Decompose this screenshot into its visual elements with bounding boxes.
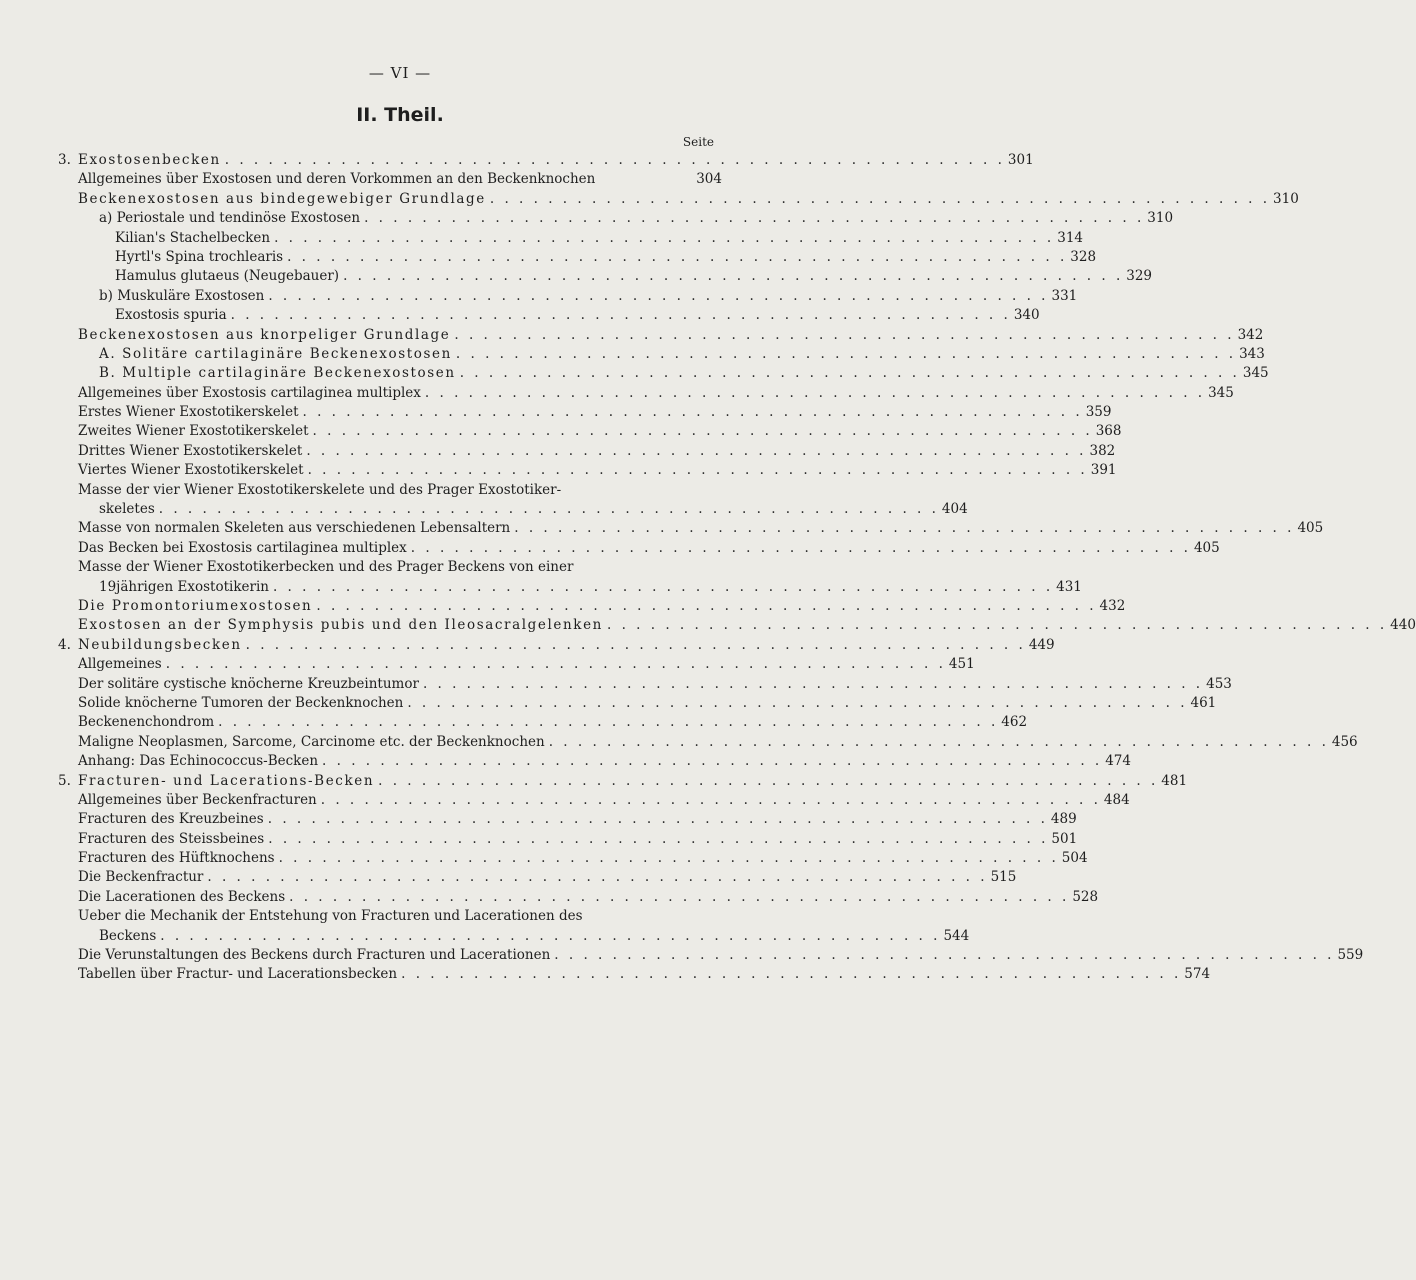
toc-entry-page-number: 544 xyxy=(940,927,969,946)
toc-entry-title: Das Becken bei Exostosis cartilaginea multiplex xyxy=(78,539,411,558)
toc-entry-page-number: 310 xyxy=(1144,209,1173,228)
dot-leader: . . . . . . . . . . . . . . . . . . . . . . . . . . . . . . . . . . . . . . . . . . . . . . . . . . . . . . xyxy=(320,791,1101,808)
toc-entry-page-number: 345 xyxy=(1240,364,1269,383)
toc-entry xyxy=(58,830,1078,849)
toc-entry-page-number: 574 xyxy=(1181,965,1210,984)
toc-entry-page-number: 432 xyxy=(1097,597,1126,616)
page-number-header: — VI — xyxy=(368,64,432,82)
toc-entry-title: a) Periostale und tendinöse Exostosen xyxy=(99,209,364,228)
dot-leader: . . . . . . . . . . . . . . . . . . . . . . . . . . . . . . . . . . . . . . . . . . . . . . . . . . . . . . xyxy=(343,268,1124,285)
dot-leader: . . . . . . . . . . . . . . . . . . . . . . . . . . . . . . . . . . . . . . . . . . . . . . . . . . . . . . xyxy=(312,423,1093,440)
dot-leader: . . . . . . . . . . . . . . . . . . . . . . . . . . . . . . . . . . . . . . . . . . . . . . . . . . . . . . xyxy=(287,248,1068,265)
dot-leader: . . . . . . . . . . . . . . . . . . . . . . . . . . . . . . . . . . . . . . . . . . . . . . . . . . . . . . xyxy=(548,733,1329,750)
dot-leader: . . . . . . . . . . . . . . . . . . . . . . . . . . . . . . . . . . . . . . . . . . . . . . . . . . . . . . xyxy=(272,578,1054,595)
toc-entry-title: Exostosen an der Symphysis pubis und den Ileosacralgelenken xyxy=(78,616,607,635)
toc-entry xyxy=(58,384,1234,403)
toc-entry-page-number: 431 xyxy=(1053,578,1082,597)
toc-entry-title: Tabellen über Fractur- und Lacerationsbecken xyxy=(78,965,401,984)
toc-entry xyxy=(58,616,1416,635)
toc-entry xyxy=(58,345,1265,364)
toc-entry-page-number: 391 xyxy=(1088,461,1117,480)
dot-leader: . . . . . . . . . . . . . . . . . . . . . . . . . . . . . . . . . . . . . . . . . . . . . . . . . . . . . . xyxy=(160,927,941,944)
dot-leader: . . . . . . . . . . . . . . . . . . . . . . . . . . . . . . . . . . . . . . . . . . . . . . . . . . . . . . xyxy=(218,714,999,731)
dot-leader: . . . . . . . . . . . . . . . . . . . . . . . . . . . . . . . . . . . . . . . . . . . . . . . . . . . . . . xyxy=(289,888,1070,905)
toc-entry xyxy=(58,694,1217,713)
dot-leader: . . . . . . . . . . . . . . . . . . . . . . . . . . . . . . . . . . . . . . . . . . . . . . . . . . . . . . xyxy=(606,617,1388,634)
dot-leader: . . . . . . . . . . . . . . . . . . . . . . . . . . . . . . . . . . . . . . . . . . . . . . . . . . . . . . xyxy=(455,345,1237,362)
part-title: II. Theil. xyxy=(356,104,444,126)
toc-entry xyxy=(58,190,1299,209)
toc-entry-title: Hamulus glutaeus (Neugebauer) xyxy=(115,267,343,286)
toc-entry-page-number: 331 xyxy=(1048,287,1077,306)
toc-entry-title: Beckenexostosen aus bindegewebiger Grundlage xyxy=(78,190,490,209)
toc-entry-title: Fracturen- und Lacerations-Becken xyxy=(78,772,378,791)
toc-entry-page-number: 456 xyxy=(1329,733,1358,752)
toc-entry xyxy=(58,461,1117,480)
toc-entry-title: Ueber die Mechanik der Entstehung von Fracturen und Lacerationen des xyxy=(78,907,587,926)
dot-leader: . . . . . . . . . . . . . . . . . . . . . . . . . . . . . . . . . . . . . . . . . . . . . . . . . . . . . . xyxy=(410,539,1191,556)
toc-entry xyxy=(58,927,970,946)
toc-entry-title: Beckenexostosen aus knorpeliger Grundlage xyxy=(78,326,454,345)
toc-entry-page-number: 329 xyxy=(1123,267,1152,286)
dot-leader: . . . . . . . . . . . . . . . . . . . . . . . . . . . . . . . . . . . . . . . . . . . . . . . . . . . . . . xyxy=(378,772,1159,789)
toc-entry-title: Allgemeines über Exostosen und deren Vorkommen an den Beckenknochen xyxy=(78,170,599,189)
toc-entry-page-number: 453 xyxy=(1203,675,1232,694)
toc-entry-title: Der solitäre cystische knöcherne Kreuzbeintumor xyxy=(78,675,423,694)
toc-entry-page-number: 340 xyxy=(1011,306,1040,325)
dot-leader: . . . . . . . . . . . . . . . . . . . . . . . . . . . . . . . . . . . . . . . . . . . . . . . . . . . . . . xyxy=(245,636,1026,653)
dot-leader: . . . . . . . . . . . . . . . . . . . . . . . . . . . . . . . . . . . . . . . . . . . . . . . . . . . . . . xyxy=(489,190,1271,207)
toc-entry-page-number: 461 xyxy=(1188,694,1217,713)
dot-leader: . . . . . . . . . . . . . . . . . . . . . . . . . . . . . . . . . . . . . . . . . . . . . . . . . . . . . . xyxy=(165,656,946,673)
toc-entry-title: Drittes Wiener Exostotikerskelet xyxy=(78,442,306,461)
toc-entry-title: Fracturen des Kreuzbeines xyxy=(78,810,268,829)
dot-leader: . . . . . . . . . . . . . . . . . . . . . . . . . . . . . . . . . . . . . . . . . . . . . . . . . . . . . . xyxy=(302,404,1083,421)
toc-entry-title: Fracturen des Steissbeines xyxy=(78,830,268,849)
toc-entry-page-number: 301 xyxy=(1005,151,1034,170)
toc-entry-title: b) Muskuläre Exostosen xyxy=(99,287,268,306)
toc-entry-title: Solide knöcherne Tumoren der Beckenknochen xyxy=(78,694,407,713)
toc-entry xyxy=(58,267,1153,286)
toc-entry-page-number: 449 xyxy=(1026,636,1055,655)
toc-entry-page-number: 345 xyxy=(1205,384,1234,403)
toc-entry-title: Allgemeines über Beckenfracturen xyxy=(78,791,321,810)
toc-entry-page-number: 304 xyxy=(693,170,722,189)
toc-entry xyxy=(58,946,1364,965)
toc-entry-page-number: 515 xyxy=(988,868,1017,887)
toc-entry-page-number: 481 xyxy=(1158,772,1187,791)
table-of-contents xyxy=(58,151,1416,985)
dot-leader: . . . . . . . . . . . . . . . . . . . . . . . . . . . . . . . . . . . . . . . . . . . . . . . . . . . . . . xyxy=(316,597,1097,614)
toc-entry xyxy=(58,481,722,500)
toc-entry-title: Kilian's Stachelbecken xyxy=(115,229,274,248)
toc-entry xyxy=(58,810,1077,829)
dot-leader: . . . . . . . . . . . . . . . . . . . . . . . . . . . . . . . . . . . . . . . . . . . . . . . . . . . . . . xyxy=(322,753,1103,770)
toc-entry xyxy=(58,403,1112,422)
toc-entry-title: B. Multiple cartilaginäre Beckenexostosen xyxy=(99,364,460,383)
toc-entry-title: Hyrtl's Spina trochlearis xyxy=(115,248,287,267)
toc-entry-page-number: 404 xyxy=(939,500,968,519)
toc-entry-page-number: 462 xyxy=(998,713,1027,732)
toc-entry xyxy=(58,675,1232,694)
toc-entry-page-number: 343 xyxy=(1236,345,1265,364)
dot-leader: . . . . . . . . . . . . . . . . . . . . . . . . . . . . . . . . . . . . . . . . . . . . . . . . . . . . . . xyxy=(274,229,1055,246)
toc-entry-number: 3. xyxy=(58,152,71,168)
dot-leader: . . . . . . . . . . . . . . . . . . . . . . . . . . . . . . . . . . . . . . . . . . . . . . . . . . . . . . xyxy=(278,850,1059,867)
toc-entry-title: Maligne Neoplasmen, Sarcome, Carcinome etc. der Beckenknochen xyxy=(78,733,549,752)
toc-entry xyxy=(58,422,1122,441)
toc-entry xyxy=(58,500,968,519)
toc-entry-number: 5. xyxy=(58,772,71,789)
toc-entry-page-number: 359 xyxy=(1083,403,1112,422)
toc-entry xyxy=(58,907,722,926)
dot-leader: . . . . . . . . . . . . . . . . . . . . . . . . . . . . . . . . . . . . . . . . . . . . . . . . . . . . . . xyxy=(364,210,1145,227)
toc-entry xyxy=(58,442,1116,461)
toc-entry-title: Anhang: Das Echinococcus-Becken xyxy=(78,752,322,771)
toc-entry xyxy=(58,539,1220,558)
toc-entry-page-number: 528 xyxy=(1069,888,1098,907)
toc-entry-number: 4. xyxy=(58,636,71,653)
toc-entry-title: Die Beckenfractur xyxy=(78,868,207,887)
dot-leader: . . . . . . . . . . . . . . . . . . . . . . . . . . . . . . . . . . . . . . . . . . . . . . . . . . . . . . xyxy=(401,966,1182,983)
toc-entry-page-number: 328 xyxy=(1067,248,1096,267)
toc-entry-page-number: 501 xyxy=(1048,830,1077,849)
toc-entry xyxy=(58,170,722,189)
toc-entry xyxy=(58,209,1174,228)
toc-entry-page-number: 382 xyxy=(1086,442,1115,461)
toc-entry xyxy=(58,733,1358,752)
toc-entry xyxy=(58,772,1188,791)
toc-entry xyxy=(58,326,1264,345)
dot-leader: . . . . . . . . . . . . . . . . . . . . . . . . . . . . . . . . . . . . . . . . . . . . . . . . . . . . . . xyxy=(514,520,1295,537)
toc-entry xyxy=(58,248,1097,267)
toc-entry-page-number: 489 xyxy=(1048,810,1077,829)
dot-leader: . . . . . . . . . . . . . . . . . . . . . . . . . . . . . . . . . . . . . . . . . . . . . . . . . . . . . . xyxy=(454,326,1235,343)
toc-entry-title: Beckenenchondrom xyxy=(78,713,218,732)
toc-entry-title: Beckens xyxy=(99,927,160,946)
toc-entry xyxy=(58,151,1034,170)
toc-entry-title: Die Promontoriumexostosen xyxy=(78,597,316,616)
toc-entry xyxy=(58,888,1099,907)
toc-entry-page-number: 310 xyxy=(1270,190,1299,209)
toc-entry-title: Fracturen des Hüftknochens xyxy=(78,849,279,868)
toc-entry-title: Masse der vier Wiener Exostotikerskelete und des Prager Exostotiker- xyxy=(78,481,565,500)
toc-entry xyxy=(58,752,1131,771)
toc-entry xyxy=(58,306,1040,325)
toc-entry xyxy=(58,791,1130,810)
dot-leader: . . . . . . . . . . . . . . . . . . . . . . . . . . . . . . . . . . . . . . . . . . . . . . . . . . . . . . xyxy=(267,811,1048,828)
toc-entry-page-number: 405 xyxy=(1191,539,1220,558)
toc-entry-title: Exostosenbecken xyxy=(78,151,225,170)
dot-leader: . . . . . . . . . . . . . . . . . . . . . . . . . . . . . . . . . . . . . . . . . . . . . . . . . . . . . . xyxy=(422,675,1204,692)
toc-entry-title: Viertes Wiener Exostotikerskelet xyxy=(78,461,308,480)
toc-entry xyxy=(58,655,975,674)
dot-leader: . . . . . . . . . . . . . . . . . . . . . . . . . . . . . . . . . . . . . . . . . . . . . . . . . . . . . . xyxy=(224,152,1005,168)
toc-entry-page-number: 342 xyxy=(1235,326,1264,345)
toc-entry-title: Allgemeines xyxy=(78,655,166,674)
dot-leader: . . . . . . . . . . . . . . . . . . . . . . . . . . . . . . . . . . . . . . . . . . . . . . . . . . . . . . xyxy=(307,462,1088,479)
toc-entry-page-number: 504 xyxy=(1059,849,1088,868)
dot-leader: . . . . . . . . . . . . . . . . . . . . . . . . . . . . . . . . . . . . . . . . . . . . . . . . . . . . . . xyxy=(459,365,1240,382)
dot-leader: . . . . . . . . . . . . . . . . . . . . . . . . . . . . . . . . . . . . . . . . . . . . . . . . . . . . . . xyxy=(207,869,988,886)
toc-entry-title: Masse von normalen Skeleten aus verschiedenen Lebensaltern xyxy=(78,519,514,538)
dot-leader: . . . . . . . . . . . . . . . . . . . . . . . . . . . . . . . . . . . . . . . . . . . . . . . . . . . . . . xyxy=(554,947,1335,964)
toc-entry-title: Die Lacerationen des Beckens xyxy=(78,888,289,907)
toc-entry-page-number: 405 xyxy=(1294,519,1323,538)
toc-entry-page-number: 440 xyxy=(1387,616,1416,635)
toc-entry-title: Die Verunstaltungen des Beckens durch Fracturen und Lacerationen xyxy=(78,946,554,965)
toc-entry xyxy=(58,578,1082,597)
toc-entry xyxy=(58,849,1088,868)
dot-leader: . . . . . . . . . . . . . . . . . . . . . . . . . . . . . . . . . . . . . . . . . . . . . . . . . . . . . . xyxy=(407,694,1188,711)
toc-entry-title: Zweites Wiener Exostotikerskelet xyxy=(78,422,313,441)
toc-entry-title: skeletes xyxy=(99,500,159,519)
dot-leader: . . . . . . . . . . . . . . . . . . . . . . . . . . . . . . . . . . . . . . . . . . . . . . . . . . . . . . xyxy=(268,830,1049,847)
toc-entry xyxy=(58,287,1078,306)
toc-entry-title: 19jährigen Exostotikerin xyxy=(99,578,273,597)
toc-entry xyxy=(58,229,1084,248)
toc-entry xyxy=(58,868,1017,887)
toc-entry-page-number: 474 xyxy=(1102,752,1131,771)
toc-entry xyxy=(58,519,1324,538)
toc-entry-title: Erstes Wiener Exostotikerskelet xyxy=(78,403,303,422)
toc-entry-title: Masse der Wiener Exostotikerbecken und des Prager Beckens von einer xyxy=(78,558,577,577)
toc-entry-page-number: 451 xyxy=(946,655,975,674)
toc-entry-title: Allgemeines über Exostosis cartilaginea multiplex xyxy=(78,384,425,403)
toc-entry xyxy=(58,965,1211,984)
toc-entry xyxy=(58,713,1028,732)
toc-entry-page-number: 314 xyxy=(1054,229,1083,248)
toc-entry xyxy=(58,558,722,577)
toc-entry-page-number: 559 xyxy=(1334,946,1363,965)
toc-entry-title: A. Solitäre cartilaginäre Beckenexostosen xyxy=(99,345,456,364)
toc-entry xyxy=(58,636,1055,655)
dot-leader: . . . . . . . . . . . . . . . . . . . . . . . . . . . . . . . . . . . . . . . . . . . . . . . . . . . . . . xyxy=(424,384,1206,401)
toc-entry-page-number: 368 xyxy=(1093,422,1122,441)
toc-entry xyxy=(58,364,1269,383)
dot-leader: . . . . . . . . . . . . . . . . . . . . . . . . . . . . . . . . . . . . . . . . . . . . . . . . . . . . . . xyxy=(230,307,1011,324)
toc-entry-title: Neubildungsbecken xyxy=(78,636,246,655)
toc-entry xyxy=(58,597,1126,616)
dot-leader: . . . . . . . . . . . . . . . . . . . . . . . . . . . . . . . . . . . . . . . . . . . . . . . . . . . . . . xyxy=(158,501,939,518)
toc-entry-title: Exostosis spuria xyxy=(115,306,231,325)
toc-entry-page-number: 484 xyxy=(1101,791,1130,810)
dot-leader: . . . . . . . . . . . . . . . . . . . . . . . . . . . . . . . . . . . . . . . . . . . . . . . . . . . . . . xyxy=(306,442,1087,459)
page-column-label: Seite xyxy=(682,135,714,149)
dot-leader: . . . . . . . . . . . . . . . . . . . . . . . . . . . . . . . . . . . . . . . . . . . . . . . . . . . . . . xyxy=(268,287,1049,304)
